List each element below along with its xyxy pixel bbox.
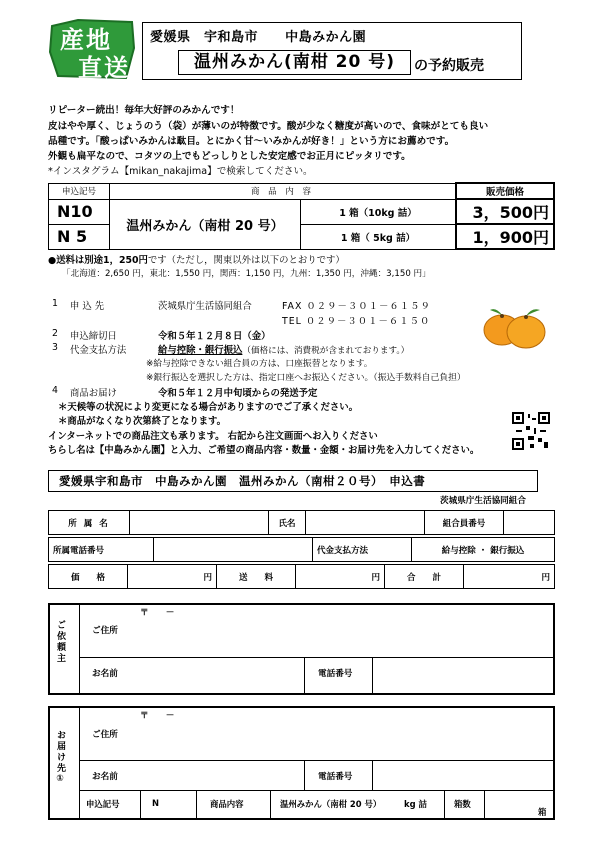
- name-field[interactable]: [306, 511, 425, 535]
- price-cell: 3，500円: [456, 199, 554, 224]
- order-code-field[interactable]: N: [152, 798, 160, 808]
- item-label: 申 込 先: [70, 301, 105, 312]
- content-label: 商品内容: [210, 799, 244, 809]
- price-field[interactable]: 円: [128, 565, 217, 589]
- affil-field[interactable]: [130, 511, 269, 535]
- warning: ＊天候等の状況により変更になる場合がありますのでご了承ください。: [58, 402, 359, 413]
- size-cell: 1 箱（ 5kg 詰）: [301, 224, 457, 249]
- mikan-illustration: [482, 302, 552, 352]
- affil-tel-label: 所属電話番号: [49, 538, 154, 562]
- requester-section: [48, 603, 555, 695]
- internet-order: インターネットでの商品注文も承ります。 右記から注文画面へお入りください: [48, 431, 378, 442]
- warning: ＊商品がなくなり次第終了となります。: [58, 416, 227, 427]
- item-number: 2: [52, 328, 58, 339]
- logo-line1: 産地: [60, 26, 112, 54]
- payment-method: 給与控除・銀行振込（価格には、消費税が含まれております。）: [158, 345, 410, 356]
- price-label: 価 格: [49, 565, 128, 589]
- price-summary-table: [48, 564, 555, 589]
- payment-note: ※給与控除できない組合員の方は、口座振替となります。: [146, 359, 373, 369]
- payment-label: 代金支払方法: [313, 538, 412, 562]
- total-field[interactable]: 円: [464, 565, 555, 589]
- apply-org: 茨城県庁生活協同組合: [158, 301, 252, 312]
- total-label: 合 計: [385, 565, 464, 589]
- form-org: 茨城県庁生活協同組合: [440, 496, 526, 506]
- tel-number: TEL ０２９－３０１－６１５０: [282, 316, 431, 327]
- boxes-label: 箱数: [454, 799, 471, 809]
- intro-instagram: *インスタグラム【mikan_nakajima】で検索してください。: [48, 166, 313, 177]
- col-code-header: 申込記号: [49, 183, 110, 199]
- form-title: 愛媛県宇和島市 中島みかん園 温州みかん（南柑２０号） 申込書: [48, 470, 538, 492]
- product-cell: 温州みかん（南柑 20 号）: [110, 199, 301, 249]
- shipping-line: ●送料は別途1，250円です（ただし，関東以外は以下のとおりです）: [48, 255, 345, 266]
- recipient-label: お届け先①: [55, 730, 65, 786]
- internet-order: ちらし名は【中島みかん園】と入力、ご希望の商品内容・数量・金額・お届け先を入力してください。: [48, 445, 480, 456]
- price-table: [48, 182, 555, 250]
- header-suffix: の予約販売: [414, 58, 484, 74]
- payment-options[interactable]: 給与控除 ・ 銀行振込: [412, 538, 555, 562]
- recipient-address-label: ご住所: [92, 730, 118, 740]
- shipping-field[interactable]: 円: [296, 565, 385, 589]
- sanchi-chokuso-logo: [48, 18, 136, 80]
- content-value: 温州みかん（南柑 20 号）: [280, 799, 382, 809]
- item-label: 商品お届け: [70, 388, 117, 399]
- recipient-name-label: お名前: [92, 772, 118, 782]
- col-price-header: 販売価格: [456, 183, 554, 199]
- header-location: 愛媛県 宇和島市 中島みかん園: [150, 30, 367, 45]
- deadline: 令和５年１２月８日（金）: [158, 331, 271, 342]
- recipient-postal[interactable]: 〒 －: [140, 711, 175, 721]
- fax-number: FAX ０２９－３０１－６１５９: [282, 301, 431, 312]
- intro-line: 外観も扁平なので、コタツの上でもどっしりとした安定感でお正月にピッタリです。: [48, 151, 411, 162]
- code-cell: N10: [49, 199, 110, 224]
- item-number: 4: [52, 385, 58, 396]
- item-number: 1: [52, 298, 58, 309]
- intro-line: 品種です。「酸っぱいみかんは駄目。とにかく甘～いみかんが好き！」という方にお薦めです。: [48, 136, 455, 147]
- shipping-label: 送 料: [217, 565, 296, 589]
- order-code-label: 申込記号: [86, 799, 120, 809]
- affil-tel-field[interactable]: [154, 538, 313, 562]
- item-label: 申込締切日: [70, 331, 117, 342]
- intro-line: 皮はやや厚く、じょうのう（袋）が薄いのが特徴です。酸が少なく糖度が高いので、食味がとても良い: [48, 121, 489, 132]
- member-info-table-2: [48, 537, 555, 562]
- qr-code[interactable]: [512, 412, 550, 450]
- col-content-header: 商 品 内 容: [110, 183, 457, 199]
- logo-line2: 直送: [78, 54, 130, 82]
- item-label: 代金支払方法: [70, 345, 127, 356]
- shipping-regions: 「北海道：2,650 円，東北：1,550 円，関西：1,150 円，九州：1,350 円，沖縄：3,150 円」: [62, 269, 431, 279]
- kg-field[interactable]: kg 詰: [404, 799, 427, 809]
- boxes-field[interactable]: 箱: [538, 807, 547, 817]
- requester-postal[interactable]: 〒 －: [140, 608, 175, 618]
- recipient-phone-label: 電話番号: [318, 772, 353, 782]
- name-label: 氏名: [269, 511, 306, 535]
- requester-address-label: ご住所: [92, 626, 118, 636]
- member-no-field[interactable]: [504, 511, 555, 535]
- header-title: 温州みかん(南柑 20 号): [178, 50, 411, 75]
- size-cell: 1 箱（10kg 詰）: [301, 199, 457, 224]
- requester-label: ご依頼主: [55, 620, 65, 664]
- item-number: 3: [52, 342, 58, 353]
- code-cell: N 5: [49, 224, 110, 249]
- member-info-table: [48, 510, 555, 535]
- delivery: 令和５年１２月中旬頃からの発送予定: [158, 388, 318, 399]
- affil-label: 所 属 名: [49, 511, 130, 535]
- requester-name-label: お名前: [92, 669, 118, 679]
- price-cell: 1，900円: [456, 224, 554, 249]
- payment-note: ※銀行振込を選択した方は、指定口座へお振込ください。（振込手数料自己負担）: [146, 373, 466, 383]
- member-no-label: 組合員番号: [425, 511, 504, 535]
- intro-line: リピーター続出！毎年大好評のみかんです！: [48, 105, 240, 116]
- requester-phone-label: 電話番号: [318, 669, 353, 679]
